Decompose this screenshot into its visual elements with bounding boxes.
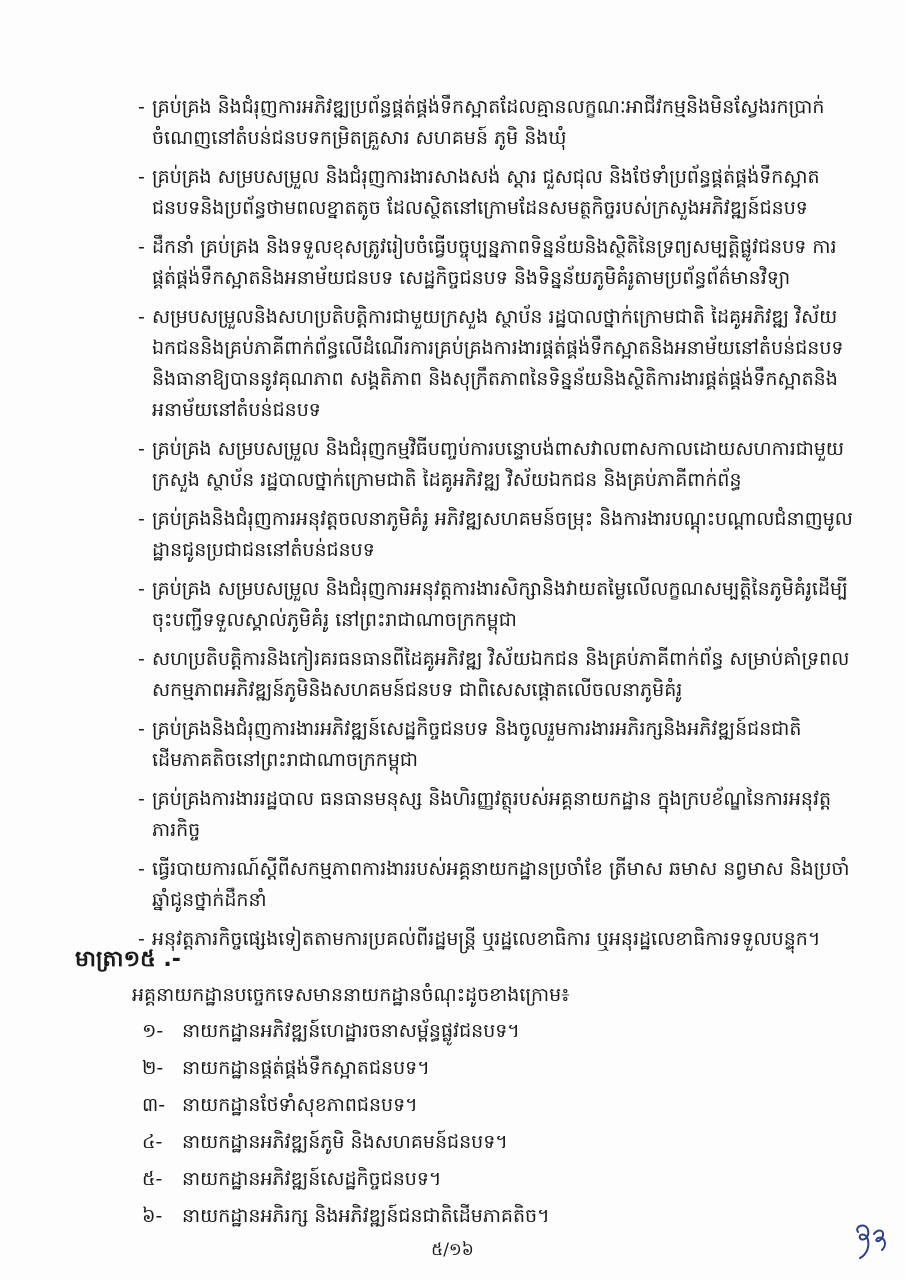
handwritten-initials (848, 1218, 892, 1262)
departments-list (142, 1016, 550, 1238)
list-item (138, 924, 858, 955)
bullet-dash: - (138, 438, 145, 460)
list-item (138, 644, 858, 706)
bullet-dash: - (138, 788, 145, 810)
department-name: នាយកដ្ឋានថែទាំសុខភាពជនបទ។ (182, 1094, 418, 1116)
list-item (138, 784, 858, 846)
bullet-dash: - (138, 928, 145, 950)
list-item-text: គ្រប់គ្រង សម្របសម្រួល និងជំរុញការអនុវត្តការងារសិក្សានិងវាយតម្លៃលើលក្ខណសម្បត្តិនៃភូមិគំរូដើម្បីចុះបញ្ជីទទួលស្គាល់ភូមិគំរូ នៅព្រះរាជាណាចក្រកម្ពុជា (152, 578, 848, 631)
bullet-dash: - (138, 578, 145, 600)
article-heading: មាត្រា១៥ .- (75, 947, 181, 972)
item-number: ៥- (142, 1168, 163, 1190)
department-name: នាយកដ្ឋានអភិវឌ្ឍន៍ហេដ្ឋារចនាសម្ព័ន្ធផ្លូវជនបទ។ (182, 1020, 520, 1042)
list-item-text: សម្របសម្រួលនិងសហប្រតិបត្តិការជាមួយក្រសួង ស្ថាប័ន រដ្ឋបាលថ្នាក់ក្រោមជាតិ ដៃគូអភិវឌ្ឍ វិស័យឯកជននិងគ្រប់ភាគីពាក់ព័ន្ធលើដំណើរការគ្រប់គ្រងការងារផ្គត់ផ្គង់ទឹកស្អាតនិងអនាម័យនៅតំបន់ជនបទ និងធានាឱ្យបាននូវគុណភាព សង្គតិភាព និងសុក្រឹតភាពនៃទិន្នន័យនិងស្ថិតិការងារផ្គត់ផ្គង់ទឹកស្អាតនិងអនាម័យនៅតំបន់ជនបទ (152, 306, 844, 421)
item-number: ៣- (142, 1094, 166, 1116)
list-item (138, 232, 858, 294)
item-number: ១- (142, 1020, 164, 1042)
bullet-dash: - (138, 306, 145, 328)
list-item (138, 574, 858, 636)
item-number: ៦- (142, 1205, 163, 1227)
list-item (142, 1053, 550, 1083)
list-item-text: សហប្រតិបត្តិការនិងកៀរគរធនធានពីដៃគូអភិវឌ្ឍ វិស័យឯកជន និងគ្រប់ភាគីពាក់ព័ន្ធ សម្រាប់គាំទ្រពលសកម្មភាពអភិវឌ្ឍន៍ភូមិនិងសហគមន៍ជនបទ ជាពិសេសផ្ដោតលើចលនាភូមិគំរូ (152, 648, 850, 701)
list-item (138, 434, 858, 496)
department-name: នាយកដ្ឋានអភិវឌ្ឍន៍ភូមិ និងសហគមន៍ជនបទ។ (182, 1131, 508, 1153)
list-item (138, 714, 858, 776)
bullet-dash: - (138, 858, 145, 880)
list-item (142, 1016, 550, 1046)
department-name: នាយកដ្ឋានផ្គត់ផ្គង់ទឹកស្អាតជនបទ។ (182, 1057, 430, 1079)
list-item-text: ធ្វើរបាយការណ៍ស្ដីពីសកម្មភាពការងាររបស់អគ្គនាយកដ្ឋានប្រចាំខែ ត្រីមាស ឆមាស នព្វមាស និងប្រចាំឆ្នាំជូនថ្នាក់ដឹកនាំ (152, 858, 850, 911)
list-item (138, 302, 858, 426)
bullet-dash: - (138, 648, 145, 670)
bullet-dash: - (138, 96, 145, 118)
bullet-dash: - (138, 166, 145, 188)
department-name: នាយកដ្ឋានអភិរក្ស និងអភិវឌ្ឍន៍ជនជាតិដើមភាគតិច។ (182, 1205, 550, 1227)
department-name: នាយកដ្ឋានអភិវឌ្ឍន៍សេដ្ឋកិច្ចជនបទ។ (182, 1168, 442, 1190)
list-item (142, 1164, 550, 1194)
list-item (138, 504, 858, 566)
list-item (138, 162, 858, 224)
item-number: ២- (142, 1057, 164, 1079)
bullet-dash: - (138, 236, 145, 258)
list-item-text: គ្រប់គ្រង សម្របសម្រួល និងជំរុញការងារសាងសង់ ស្ដារ ជួសជុល និងថែទាំប្រព័ន្ធផ្គត់ផ្គង់ទឹកស្អាតជនបទនិងប្រព័ន្ធថាមពលខ្នាតតូច ដែលស្ថិតនៅក្រោមដែនសមត្ថកិច្ចរបស់ក្រសួងអភិវឌ្ឍន៍ជនបទ (152, 166, 820, 219)
list-item (138, 92, 858, 154)
item-number: ៤- (142, 1131, 163, 1153)
list-item (142, 1201, 550, 1231)
list-item-text: អនុវត្តភារកិច្ចផ្សេងទៀតតាមការប្រគល់ពីរដ្ឋមន្ត្រី ឬរដ្ឋលេខាធិការ ឬអនុរដ្ឋលេខាធិការទទួលបន្ទុក។ (152, 928, 821, 950)
list-item (142, 1090, 550, 1120)
list-item-text: គ្រប់គ្រង សម្របសម្រួល និងជំរុញកម្មវិធីបញ្ចប់ការបន្ទោបង់ពាសវាលពាសកាលដោយសហការជាមួយក្រសួង ស្ថាប័ន រដ្ឋបាលថ្នាក់ក្រោមជាតិ ដៃគូអភិវឌ្ឍ វិស័យឯកជន និងគ្រប់ភាគីពាក់ព័ន្ធ (152, 438, 845, 491)
bullet-dash: - (138, 508, 145, 530)
responsibilities-list (138, 92, 858, 963)
list-item-text: គ្រប់គ្រងនិងជំរុញការអនុវត្តចលនាភូមិគំរូ អភិវឌ្ឍសហគមន៍ចម្រុះ និងការងារបណ្ដុះបណ្ដាលជំនាញមូលដ្ឋានជូនប្រជាជននៅតំបន់ជនបទ (152, 508, 853, 561)
article-intro: អគ្គនាយកដ្ឋានបច្ចេកទេសមាននាយកដ្ឋានចំណុះដូចខាងក្រោម៖ (132, 984, 570, 1006)
list-item-text: គ្រប់គ្រងនិងជំរុញការងារអភិវឌ្ឍន៍សេដ្ឋកិច្ចជនបទ និងចូលរួមការងារអភិរក្សនិងអភិវឌ្ឍន៍ជនជាតិដើមភាគតិចនៅព្រះរាជាណាចក្រកម្ពុជា (152, 718, 802, 771)
list-item (138, 854, 858, 916)
list-item-text: ដឹកនាំ គ្រប់គ្រង និងទទួលខុសត្រូវរៀបចំធ្វើបច្ចុប្បន្នភាពទិន្នន័យនិងស្ថិតិនៃទ្រព្យសម្បត្តិផ្លូវជនបទ ការផ្គត់ផ្គង់ទឹកស្អាតនិងអនាម័យជនបទ សេដ្ឋកិច្ចជនបទ និងទិន្នន័យភូមិគំរូតាមប្រព័ន្ធព័ត៌មានវិទ្យា (152, 236, 837, 289)
list-item-text: គ្រប់គ្រងការងាររដ្ឋបាល ធនធានមនុស្ស និងហិរញ្ញវត្ថុរបស់អគ្គនាយកដ្ឋាន ក្នុងក្របខ័ណ្ឌនៃការអនុវត្តភារកិច្ច (152, 788, 832, 841)
list-item (142, 1127, 550, 1157)
list-item-text: គ្រប់គ្រង និងជំរុញការអភិវឌ្ឍប្រព័ន្ធផ្គត់ផ្គង់ទឹកស្អាតដែលគ្មានលក្ខណៈអាជីវកម្មនិងមិនស្វែងរកប្រាក់ចំណេញនៅតំបន់ជនបទកម្រិតគ្រួសារ សហគមន៍ ភូមិ និងឃុំ (152, 96, 825, 149)
page-number: ៥/១៦ (431, 1240, 474, 1260)
bullet-dash: - (138, 718, 145, 740)
